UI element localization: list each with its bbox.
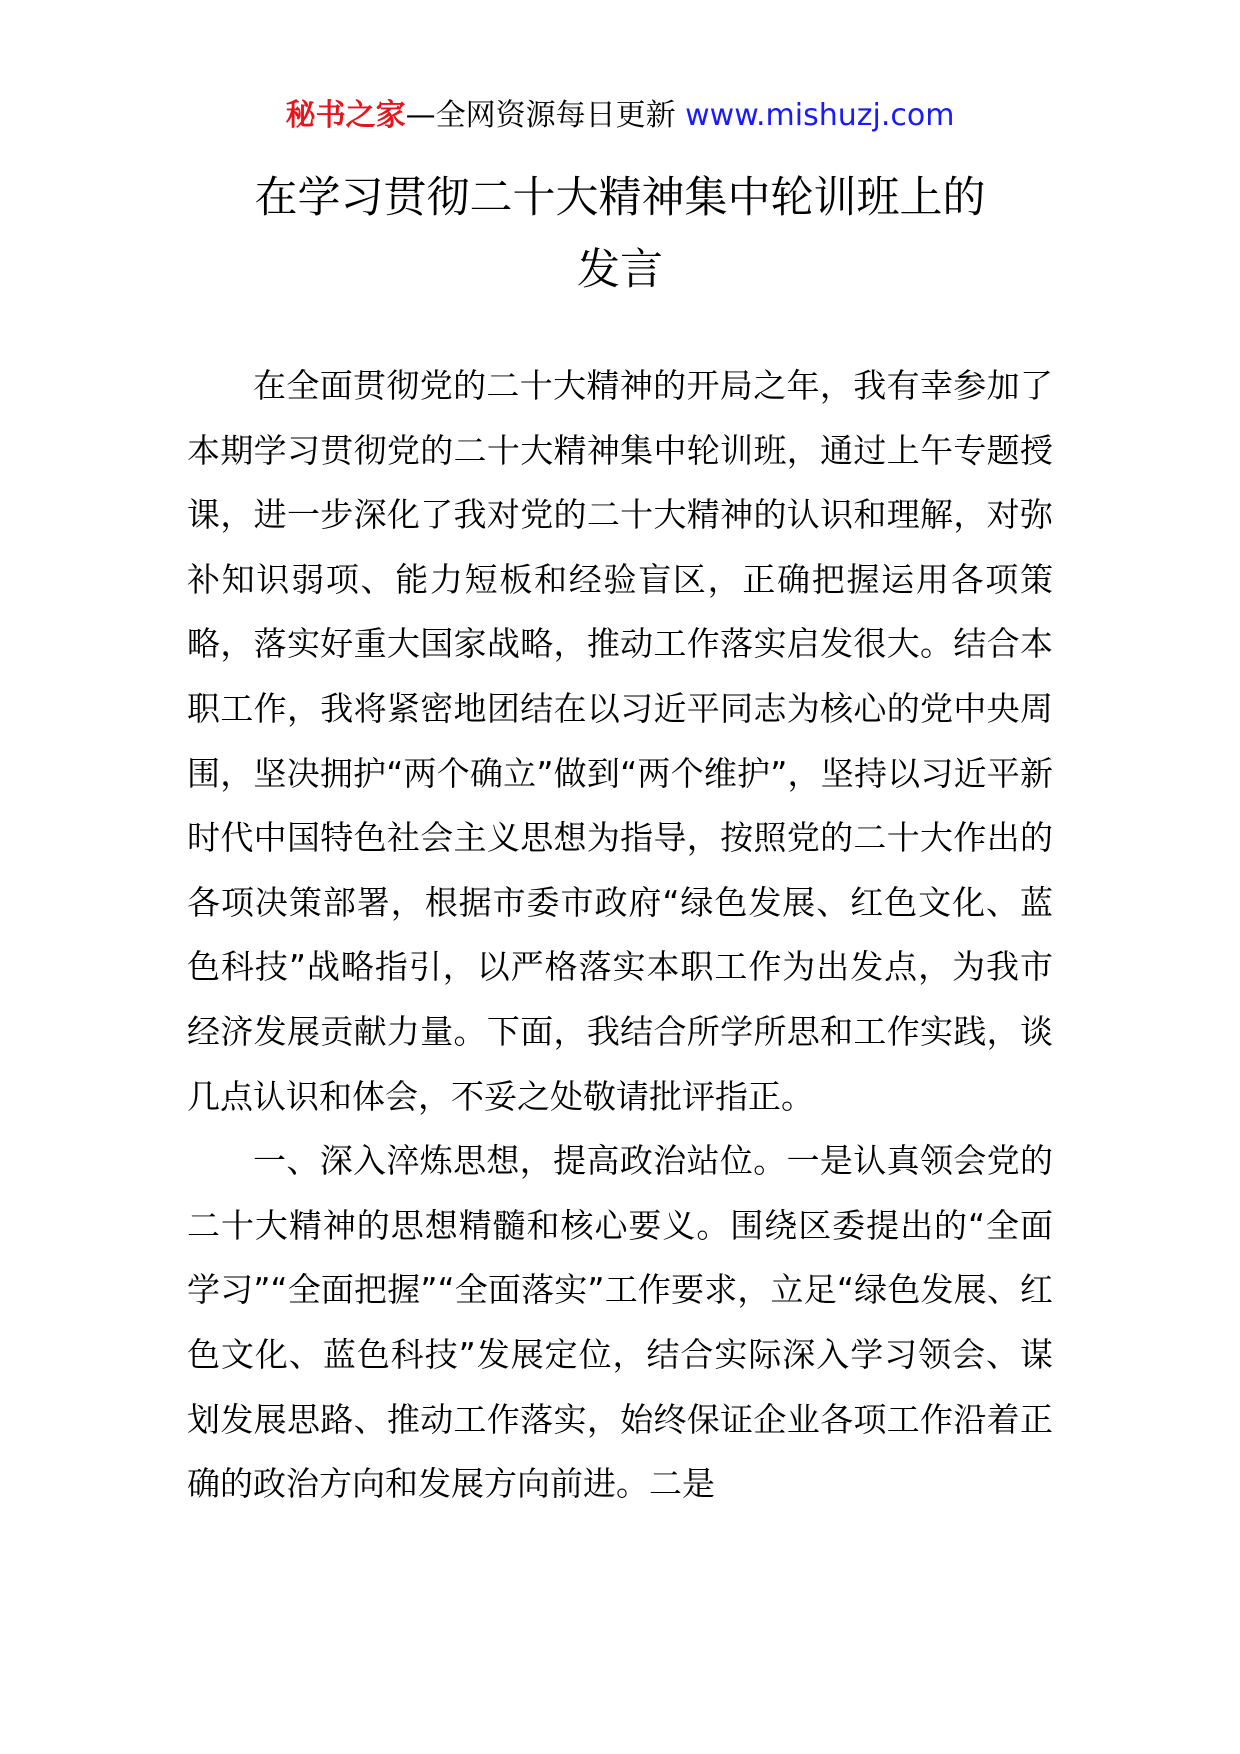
- paragraph-intro: 在全面贯彻党的二十大精神的开局之年，我有幸参加了本期学习贯彻党的二十大精神集中轮训班，通过上午专题授课，进一步深化了我对党的二十大精神的认识和理解，对弥补知识弱项、能力短板和经验盲区，正确把握运用各项策略，落实好重大国家战略，推动工作落实启发很大。结合本职工作，我将紧密地团结在以习近平同志为核心的党中央周围，坚决拥护“两个确立”做到“两个维护”，坚持以习近平新时代中国特色社会主义思想为指导，按照党的二十大作出的各项决策部署，根据市委市政府“绿色发展、红色文化、蓝色科技”战略指引，以严格落实本职工作为出发点，为我市经济发展贡献力量。下面，我结合所学所思和工作实践，谈几点认识和体会，不妥之处敬请批评指正。: [187, 366, 1053, 1116]
- title-line-1: 在学习贯彻二十大精神集中轮训班上的: [254, 173, 986, 223]
- section-heading: 一、深入淬炼思想，提高政治站位。: [253, 1141, 787, 1181]
- site-url[interactable]: www.mishuzj.com: [685, 98, 955, 133]
- document-title: [0, 162, 1240, 306]
- brand-name: 秘书之家: [285, 98, 406, 133]
- document-body: [187, 354, 1053, 1517]
- watermark-header: [0, 96, 1240, 136]
- paragraph-section-1: [187, 1129, 1053, 1517]
- section-text: 一是认真领会党的二十大精神的思想精髓和核心要义。围绕区委提出的“全面学习”“全面把握”“全面落实”工作要求，立足“绿色发展、红色文化、蓝色科技”发展定位，结合实际深入学习领会、谋划发展思路、推动工作落实，始终保证企业各项工作沿着正确的政治方向和发展方向前进。二是: [187, 1141, 1054, 1504]
- title-line-2: 发言: [577, 245, 663, 295]
- header-tagline: —全网资源每日更新: [405, 98, 676, 133]
